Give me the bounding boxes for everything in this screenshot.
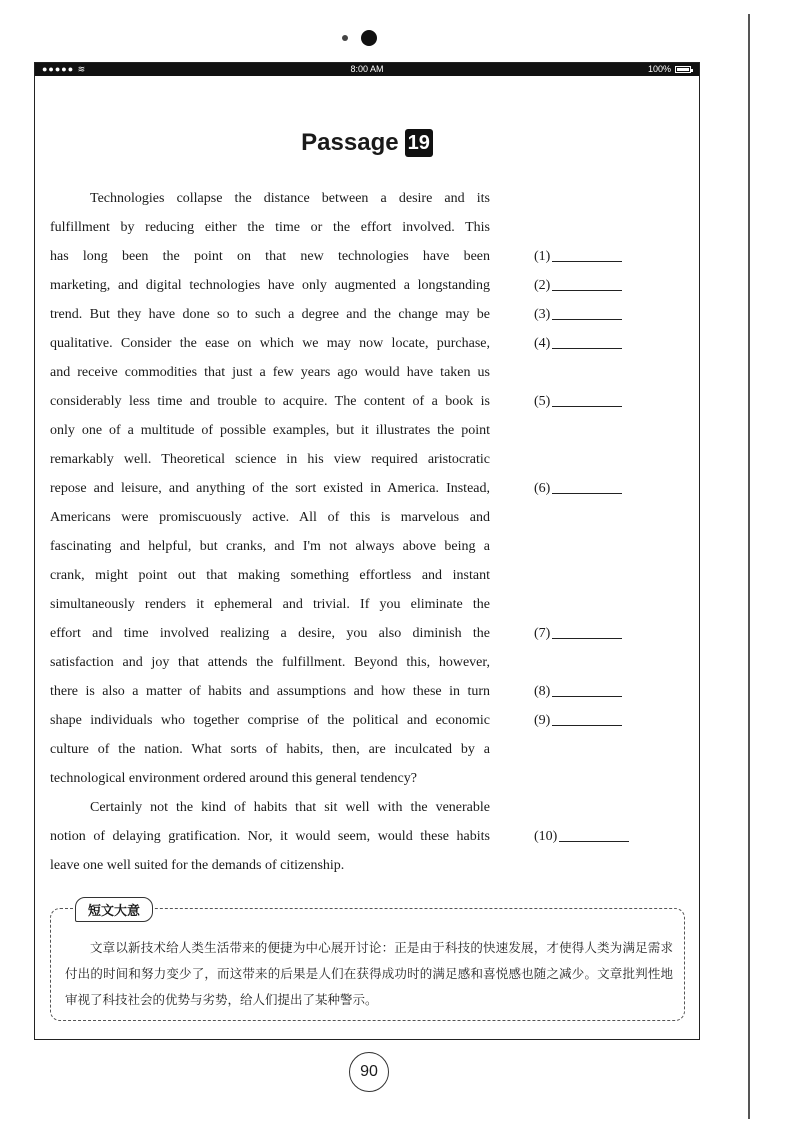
answer-blank[interactable]	[534, 677, 622, 706]
tablet-screen	[34, 62, 700, 1040]
blank-label: (3)	[534, 307, 551, 322]
passage-line: fascinating and helpful, but cranks, and I'm not always above being a	[50, 539, 490, 554]
page-edge-line	[748, 14, 750, 1119]
blank-underline[interactable]	[552, 247, 622, 262]
passage-line: and receive commodities that just a few years ago would have taken us	[50, 365, 490, 380]
blank-underline[interactable]	[552, 392, 622, 407]
camera-lens	[361, 30, 377, 46]
passage-line: repose and leisure, and anything of the sort existed in America. Instead,	[50, 481, 490, 496]
signal-indicator: ●●●●● ≋	[42, 64, 87, 74]
blank-label: (4)	[534, 336, 551, 351]
answer-blank[interactable]	[534, 300, 622, 329]
battery-status	[648, 63, 691, 76]
passage-line: effort and time involved realizing a desire, you also diminish the	[50, 626, 490, 641]
status-time: 8:00 AM	[350, 64, 384, 74]
passage-line: shape individuals who together comprise of the political and economic	[50, 713, 490, 728]
battery-icon	[675, 66, 691, 73]
passage-line: considerably less time and trouble to acquire. The content of a book is	[50, 394, 490, 409]
passage-line: Technologies collapse the distance between a desire and its	[90, 191, 490, 206]
blank-underline[interactable]	[552, 305, 622, 320]
answer-blank[interactable]	[534, 474, 622, 503]
blank-underline[interactable]	[552, 624, 622, 639]
blank-label: (2)	[534, 278, 551, 293]
camera-sensor	[342, 35, 348, 41]
blank-label: (9)	[534, 713, 551, 728]
blank-underline[interactable]	[552, 711, 622, 726]
answer-blank[interactable]	[534, 387, 622, 416]
passage-line: technological environment ordered around this general tendency?	[50, 771, 417, 786]
page-number: 90	[349, 1052, 389, 1092]
answer-blank[interactable]	[534, 706, 622, 735]
passage-number-badge: 19	[405, 129, 433, 157]
passage-line: Certainly not the kind of habits that sit well with the venerable	[90, 800, 490, 815]
summary-box	[50, 904, 685, 1021]
blank-label: (8)	[534, 684, 551, 699]
answer-blank[interactable]	[534, 242, 622, 271]
passage-line: trend. But they have done so to such a degree and the change may be	[50, 307, 490, 322]
passage-line: notion of delaying gratification. Nor, it would seem, would these habits	[50, 829, 490, 844]
passage-line: only one of a multitude of possible examples, but it illustrates the point	[50, 423, 490, 438]
blank-underline[interactable]	[552, 682, 622, 697]
blank-label: (7)	[534, 626, 551, 641]
answer-blank[interactable]	[534, 271, 622, 300]
passage-line: simultaneously renders it ephemeral and trivial. If you eliminate the	[50, 597, 490, 612]
passage-line: marketing, and digital technologies have only augmented a longstanding	[50, 278, 490, 293]
blank-label: (10)	[534, 829, 558, 844]
blank-underline[interactable]	[552, 276, 622, 291]
passage-body	[50, 184, 490, 880]
passage-line: culture of the nation. What sorts of habits, then, are inculcated by a	[50, 742, 490, 757]
blank-label: (6)	[534, 481, 551, 496]
passage-line: fulfillment by reducing either the time or the effort involved. This	[50, 220, 490, 235]
battery-percent: 100%	[647, 64, 671, 74]
passage-line: has long been the point on that new technologies have been	[50, 249, 490, 264]
passage-title-text: Passage	[301, 129, 399, 156]
blank-underline[interactable]	[552, 334, 622, 349]
passage-title	[35, 129, 699, 157]
battery-fill	[677, 68, 689, 71]
passage-line: remarkably well. Theoretical science in his view required aristocratic	[50, 452, 490, 467]
answer-blank[interactable]	[534, 822, 629, 851]
status-bar	[35, 63, 699, 76]
passage-line: there is also a matter of habits and assumptions and how these in turn	[50, 684, 490, 699]
passage-line: Americans were promiscuously active. All of this is marvelous and	[50, 510, 490, 525]
blank-underline[interactable]	[559, 827, 629, 842]
blank-underline[interactable]	[552, 479, 622, 494]
summary-paragraph: 文章以新技术给人类生活带来的便捷为中心展开讨论：正是由于科技的快速发展，才使得人类为满足需求付出的时间和努力变少了，而这带来的后果是人们在获得成功时的满足感和喜悦感也随之减少。文章批判性地审视了科技社会的优势与劣势，给人们提出了某种警示。	[65, 940, 673, 1007]
blank-label: (5)	[534, 394, 551, 409]
summary-tag: 短文大意	[75, 897, 153, 922]
answer-blank[interactable]	[534, 619, 622, 648]
blank-label: (1)	[534, 249, 551, 264]
passage-line: leave one well suited for the demands of citizenship.	[50, 858, 345, 873]
passage-line: qualitative. Consider the ease on which we may now locate, purchase,	[50, 336, 490, 351]
answer-blank[interactable]	[534, 329, 622, 358]
passage-line: satisfaction and joy that attends the fulfillment. Beyond this, however,	[50, 655, 490, 670]
passage-line: crank, might point out that making something effortless and instant	[50, 568, 490, 583]
summary-text	[65, 935, 673, 1013]
